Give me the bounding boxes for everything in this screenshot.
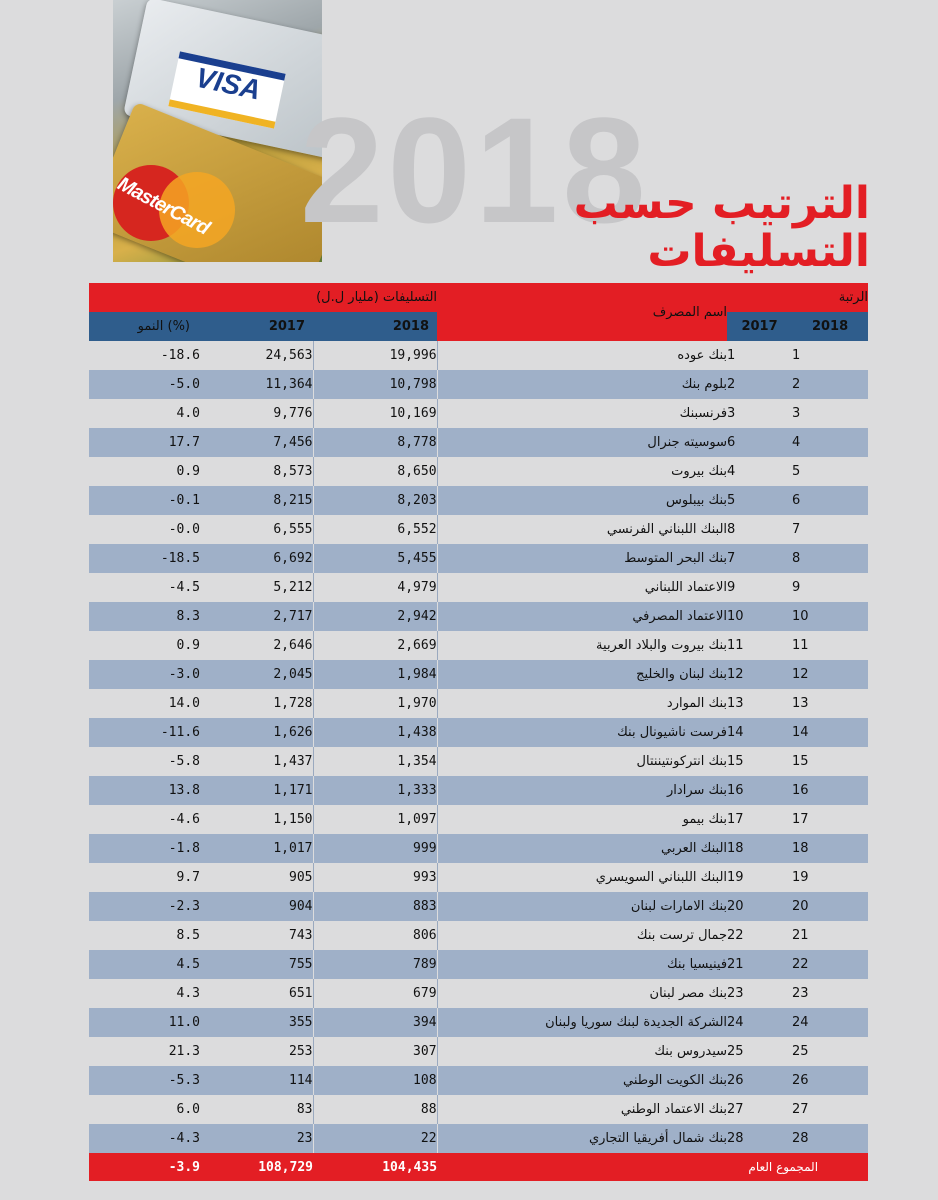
loans-2018-cell: 1,333 bbox=[313, 776, 437, 805]
rank-2018-cell: 5 bbox=[792, 457, 868, 486]
background-year: 2018 bbox=[300, 86, 650, 254]
table-row bbox=[89, 399, 868, 428]
rank-2018-header: 2018 bbox=[792, 312, 868, 341]
table-row bbox=[89, 515, 868, 544]
loans-2017-cell: 355 bbox=[200, 1008, 313, 1037]
table-row bbox=[89, 341, 868, 370]
growth-cell: -4.3 bbox=[89, 1124, 200, 1153]
table-row bbox=[89, 660, 868, 689]
loans-2018-cell: 789 bbox=[313, 950, 437, 979]
bank-name-cell: بنك البحر المتوسط bbox=[437, 544, 727, 573]
bank-name-cell: بنك مصر لبنان bbox=[437, 979, 727, 1008]
loans-2017-cell: 24,563 bbox=[200, 341, 313, 370]
loans-2018-cell: 993 bbox=[313, 863, 437, 892]
loans-2017-cell: 6,555 bbox=[200, 515, 313, 544]
table-row bbox=[89, 892, 868, 921]
loans-2018-header: 2018 bbox=[313, 312, 437, 341]
bank-name-cell: فرست ناشيونال بنك bbox=[437, 718, 727, 747]
loans-2017-cell: 8,573 bbox=[200, 457, 313, 486]
loans-2017-cell: 114 bbox=[200, 1066, 313, 1095]
growth-cell: 14.0 bbox=[89, 689, 200, 718]
table-row bbox=[89, 689, 868, 718]
rank-2018-cell: 7 bbox=[792, 515, 868, 544]
loans-2018-cell: 19,996 bbox=[313, 341, 437, 370]
loans-2017-cell: 253 bbox=[200, 1037, 313, 1066]
growth-cell: -2.3 bbox=[89, 892, 200, 921]
rank-2017-cell: 2 bbox=[727, 370, 792, 399]
growth-cell: 17.7 bbox=[89, 428, 200, 457]
bank-name-cell: بنك لبنان والخليج bbox=[437, 660, 727, 689]
bank-name-cell: بلوم بنك bbox=[437, 370, 727, 399]
title-line-1: الترتيب حسب bbox=[573, 178, 870, 229]
table-row bbox=[89, 979, 868, 1008]
growth-cell: -18.5 bbox=[89, 544, 200, 573]
rank-2018-cell: 27 bbox=[792, 1095, 868, 1124]
bank-name-cell: البنك اللبناني الفرنسي bbox=[437, 515, 727, 544]
growth-cell: -0.0 bbox=[89, 515, 200, 544]
rank-2018-cell: 18 bbox=[792, 834, 868, 863]
loans-2018-cell: 4,979 bbox=[313, 573, 437, 602]
rank-2018-cell: 21 bbox=[792, 921, 868, 950]
loans-2018-cell: 806 bbox=[313, 921, 437, 950]
table-row bbox=[89, 428, 868, 457]
table-row bbox=[89, 1124, 868, 1153]
loans-2017-cell: 1,728 bbox=[200, 689, 313, 718]
table-row bbox=[89, 370, 868, 399]
rank-2017-cell: 25 bbox=[727, 1037, 792, 1066]
loans-2018-cell: 5,455 bbox=[313, 544, 437, 573]
bank-name-cell: بنك بيمو bbox=[437, 805, 727, 834]
rank-2017-cell: 28 bbox=[727, 1124, 792, 1153]
bank-name-cell: الاعتماد اللبناني bbox=[437, 573, 727, 602]
loans-2018-cell: 1,984 bbox=[313, 660, 437, 689]
growth-cell: -5.8 bbox=[89, 747, 200, 776]
growth-cell: -5.0 bbox=[89, 370, 200, 399]
growth-cell: 21.3 bbox=[89, 1037, 200, 1066]
rank-2017-cell: 9 bbox=[727, 573, 792, 602]
loans-2018-cell: 8,650 bbox=[313, 457, 437, 486]
loans-2018-cell: 6,552 bbox=[313, 515, 437, 544]
table-row bbox=[89, 1095, 868, 1124]
table-row bbox=[89, 1037, 868, 1066]
loans-2018-cell: 2,669 bbox=[313, 631, 437, 660]
loans-2018-cell: 883 bbox=[313, 892, 437, 921]
rank-2017-cell: 13 bbox=[727, 689, 792, 718]
rank-2018-cell: 1 bbox=[792, 341, 868, 370]
bank-name-cell: بنك سرادار bbox=[437, 776, 727, 805]
loans-2017-cell: 9,776 bbox=[200, 399, 313, 428]
loans-2018-cell: 8,778 bbox=[313, 428, 437, 457]
rank-2018-cell: 3 bbox=[792, 399, 868, 428]
growth-cell: 9.7 bbox=[89, 863, 200, 892]
bank-name-cell: فرنسبنك bbox=[437, 399, 727, 428]
page-title bbox=[574, 180, 870, 276]
loans-2018-cell: 22 bbox=[313, 1124, 437, 1153]
table-row bbox=[89, 863, 868, 892]
growth-header: النمو (%) bbox=[89, 312, 200, 341]
rank-2018-cell: 20 bbox=[792, 892, 868, 921]
table-header-row bbox=[89, 283, 868, 312]
title-line-2: التسليفات bbox=[647, 226, 870, 277]
rank-2017-cell: 10 bbox=[727, 602, 792, 631]
rank-2018-cell: 19 bbox=[792, 863, 868, 892]
table-row bbox=[89, 921, 868, 950]
rank-2018-cell: 17 bbox=[792, 805, 868, 834]
loans-2017-cell: 1,626 bbox=[200, 718, 313, 747]
loans-2017-cell: 905 bbox=[200, 863, 313, 892]
loans-2017-cell: 6,692 bbox=[200, 544, 313, 573]
rank-2018-cell: 14 bbox=[792, 718, 868, 747]
loans-2018-cell: 394 bbox=[313, 1008, 437, 1037]
loans-2017-cell: 1,437 bbox=[200, 747, 313, 776]
rank-2017-cell: 5 bbox=[727, 486, 792, 515]
growth-cell: -1.8 bbox=[89, 834, 200, 863]
loans-2017-cell: 904 bbox=[200, 892, 313, 921]
growth-cell: 8.5 bbox=[89, 921, 200, 950]
loans-2018-cell: 10,798 bbox=[313, 370, 437, 399]
table-row bbox=[89, 834, 868, 863]
rank-2017-header: 2017 bbox=[727, 312, 792, 341]
table-row bbox=[89, 805, 868, 834]
loans-2017-cell: 23 bbox=[200, 1124, 313, 1153]
loans-2017-cell: 11,364 bbox=[200, 370, 313, 399]
table-row bbox=[89, 718, 868, 747]
rank-2018-cell: 10 bbox=[792, 602, 868, 631]
loans-2017-header: 2017 bbox=[200, 312, 313, 341]
rank-2018-cell: 26 bbox=[792, 1066, 868, 1095]
table-row bbox=[89, 602, 868, 631]
rank-2017-cell: 18 bbox=[727, 834, 792, 863]
rank-2018-cell: 4 bbox=[792, 428, 868, 457]
rank-2018-cell: 11 bbox=[792, 631, 868, 660]
rank-2018-cell: 23 bbox=[792, 979, 868, 1008]
growth-cell: 4.0 bbox=[89, 399, 200, 428]
loans-2017-cell: 2,717 bbox=[200, 602, 313, 631]
table-row bbox=[89, 457, 868, 486]
bank-name-header: اسم المصرف bbox=[437, 283, 727, 341]
loans-2018-cell: 1,970 bbox=[313, 689, 437, 718]
growth-cell: -0.1 bbox=[89, 486, 200, 515]
table-row bbox=[89, 631, 868, 660]
growth-cell: 0.9 bbox=[89, 631, 200, 660]
rank-2017-cell: 17 bbox=[727, 805, 792, 834]
growth-cell: -18.6 bbox=[89, 341, 200, 370]
loans-2017-cell: 2,045 bbox=[200, 660, 313, 689]
rank-2017-cell: 8 bbox=[727, 515, 792, 544]
total-label-cell: المجموع العام bbox=[437, 1153, 868, 1181]
table-row bbox=[89, 776, 868, 805]
rank-2017-cell: 7 bbox=[727, 544, 792, 573]
growth-cell: 6.0 bbox=[89, 1095, 200, 1124]
rank-2017-cell: 6 bbox=[727, 428, 792, 457]
bank-name-cell: بنك الكويت الوطني bbox=[437, 1066, 727, 1095]
rank-2017-cell: 19 bbox=[727, 863, 792, 892]
growth-cell: 4.5 bbox=[89, 950, 200, 979]
growth-cell: -11.6 bbox=[89, 718, 200, 747]
rank-2018-cell: 22 bbox=[792, 950, 868, 979]
rank-2017-cell: 14 bbox=[727, 718, 792, 747]
rank-2017-cell: 4 bbox=[727, 457, 792, 486]
bank-name-cell: فينيسيا بنك bbox=[437, 950, 727, 979]
rank-2018-cell: 2 bbox=[792, 370, 868, 399]
loans-2017-cell: 5,212 bbox=[200, 573, 313, 602]
rank-2018-cell: 6 bbox=[792, 486, 868, 515]
bank-name-cell: بنك الاعتماد الوطني bbox=[437, 1095, 727, 1124]
table-row bbox=[89, 573, 868, 602]
growth-cell: 4.3 bbox=[89, 979, 200, 1008]
rank-2017-cell: 23 bbox=[727, 979, 792, 1008]
table-row bbox=[89, 486, 868, 515]
loans-2017-cell: 651 bbox=[200, 979, 313, 1008]
loans-ranking-table bbox=[89, 283, 868, 1181]
rank-2017-cell: 21 bbox=[727, 950, 792, 979]
rank-2017-cell: 22 bbox=[727, 921, 792, 950]
total-row bbox=[89, 1153, 868, 1181]
loans-2017-cell: 8,215 bbox=[200, 486, 313, 515]
loans-2018-cell: 1,097 bbox=[313, 805, 437, 834]
loans-2017-cell: 2,646 bbox=[200, 631, 313, 660]
loans-2017-cell: 743 bbox=[200, 921, 313, 950]
table-row bbox=[89, 544, 868, 573]
growth-cell: 8.3 bbox=[89, 602, 200, 631]
rank-2018-cell: 12 bbox=[792, 660, 868, 689]
rank-2017-cell: 24 bbox=[727, 1008, 792, 1037]
growth-cell: 0.9 bbox=[89, 457, 200, 486]
loans-2017-cell: 755 bbox=[200, 950, 313, 979]
bank-name-cell: جمال ترست بنك bbox=[437, 921, 727, 950]
credit-cards-photo bbox=[113, 0, 322, 262]
visa-logo: VISA bbox=[168, 51, 285, 128]
loans-2018-cell: 108 bbox=[313, 1066, 437, 1095]
rank-2017-cell: 16 bbox=[727, 776, 792, 805]
growth-cell: 11.0 bbox=[89, 1008, 200, 1037]
rank-2017-cell: 15 bbox=[727, 747, 792, 776]
total-loans-2017-cell: 108,729 bbox=[200, 1153, 313, 1181]
table-row bbox=[89, 1066, 868, 1095]
rank-2018-cell: 24 bbox=[792, 1008, 868, 1037]
rank-2017-cell: 12 bbox=[727, 660, 792, 689]
rank-header: الرتبة bbox=[727, 283, 868, 312]
rank-2017-cell: 26 bbox=[727, 1066, 792, 1095]
rank-2018-cell: 13 bbox=[792, 689, 868, 718]
mastercard-logo: MasterCard bbox=[113, 172, 213, 240]
rank-2018-cell: 16 bbox=[792, 776, 868, 805]
rank-2017-cell: 1 bbox=[727, 341, 792, 370]
bank-name-cell: بنك الموارد bbox=[437, 689, 727, 718]
rank-2017-cell: 3 bbox=[727, 399, 792, 428]
growth-cell: -5.3 bbox=[89, 1066, 200, 1095]
bank-name-cell: البنك اللبناني السويسري bbox=[437, 863, 727, 892]
loans-2018-cell: 2,942 bbox=[313, 602, 437, 631]
rank-2017-cell: 11 bbox=[727, 631, 792, 660]
rank-2018-cell: 28 bbox=[792, 1124, 868, 1153]
loans-2018-cell: 8,203 bbox=[313, 486, 437, 515]
table-row bbox=[89, 950, 868, 979]
loans-2017-cell: 1,171 bbox=[200, 776, 313, 805]
bank-name-cell: سيدروس بنك bbox=[437, 1037, 727, 1066]
loans-2017-cell: 1,150 bbox=[200, 805, 313, 834]
loans-2017-cell: 1,017 bbox=[200, 834, 313, 863]
table-row bbox=[89, 747, 868, 776]
loans-2018-cell: 88 bbox=[313, 1095, 437, 1124]
bank-name-cell: بنك بيروت bbox=[437, 457, 727, 486]
bank-name-cell: بنك بيروت والبلاد العربية bbox=[437, 631, 727, 660]
growth-cell: -3.0 bbox=[89, 660, 200, 689]
loans-2017-cell: 83 bbox=[200, 1095, 313, 1124]
rank-2017-cell: 20 bbox=[727, 892, 792, 921]
bank-name-cell: سوسيته جنرال bbox=[437, 428, 727, 457]
bank-name-cell: بنك الامارات لبنان bbox=[437, 892, 727, 921]
rank-2018-cell: 8 bbox=[792, 544, 868, 573]
bank-name-cell: البنك العربي bbox=[437, 834, 727, 863]
bank-name-cell: بنك شمال أفريقيا التجاري bbox=[437, 1124, 727, 1153]
table-row bbox=[89, 1008, 868, 1037]
loans-2017-cell: 7,456 bbox=[200, 428, 313, 457]
growth-cell: -4.5 bbox=[89, 573, 200, 602]
bank-name-cell: الشركة الجديدة لبنك سوريا ولبنان bbox=[437, 1008, 727, 1037]
rank-2018-cell: 25 bbox=[792, 1037, 868, 1066]
bank-name-cell: بنك بيبلوس bbox=[437, 486, 727, 515]
rank-2017-cell: 27 bbox=[727, 1095, 792, 1124]
loans-2018-cell: 10,169 bbox=[313, 399, 437, 428]
loans-2018-cell: 679 bbox=[313, 979, 437, 1008]
total-growth-cell: -3.9 bbox=[89, 1153, 200, 1181]
rank-2018-cell: 15 bbox=[792, 747, 868, 776]
growth-cell: -4.6 bbox=[89, 805, 200, 834]
rank-2018-cell: 9 bbox=[792, 573, 868, 602]
bank-name-cell: بنك عوده bbox=[437, 341, 727, 370]
loans-2018-cell: 1,438 bbox=[313, 718, 437, 747]
loans-2018-cell: 307 bbox=[313, 1037, 437, 1066]
loans-header: التسليفات (مليار ل.ل) bbox=[89, 283, 437, 312]
bank-name-cell: الاعتماد المصرفي bbox=[437, 602, 727, 631]
growth-cell: 13.8 bbox=[89, 776, 200, 805]
bank-name-cell: بنك انتركونتيننتال bbox=[437, 747, 727, 776]
loans-2018-cell: 999 bbox=[313, 834, 437, 863]
loans-2018-cell: 1,354 bbox=[313, 747, 437, 776]
total-loans-2018-cell: 104,435 bbox=[313, 1153, 437, 1181]
